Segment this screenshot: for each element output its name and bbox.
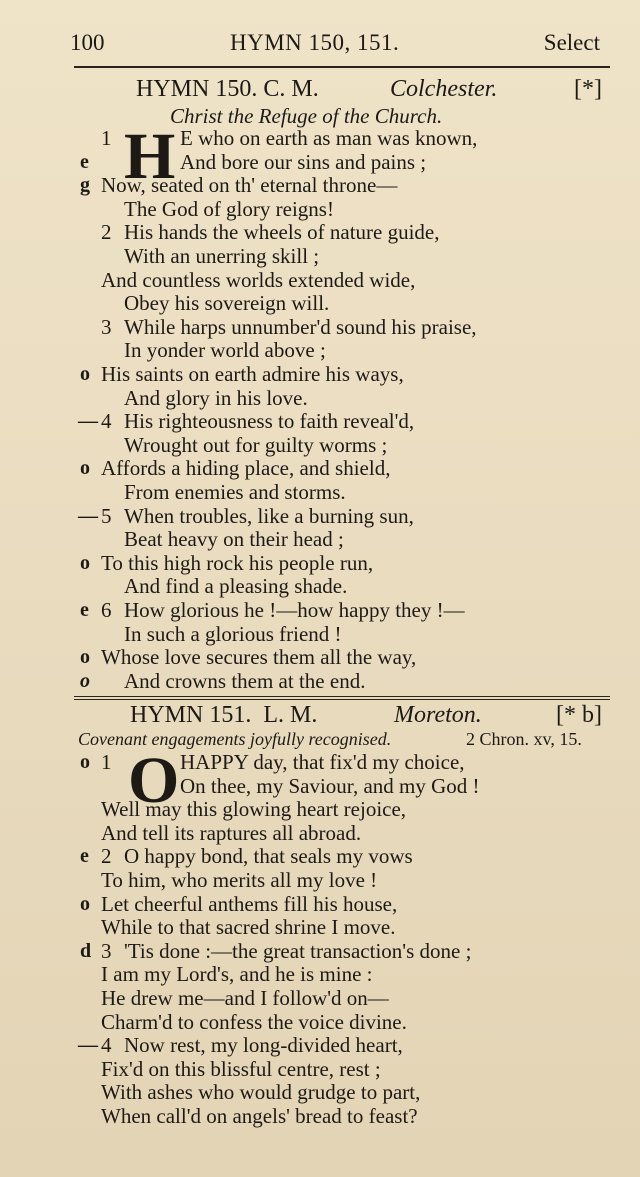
header-rule [74,66,610,68]
verse-line: When troubles, like a burning sun, [124,503,414,528]
verse-number: 1 [101,750,112,774]
verse-line: With ashes who would grudge to part, [101,1080,421,1105]
verse-line: And crowns them at the end. [124,668,366,693]
verse-line: Fix'd on this blissful centre, rest ; [101,1056,381,1081]
verse-line: In such a glorious friend ! [124,621,342,646]
hymn-151-mark: [* b] [556,702,602,728]
verse-line: On thee, my Saviour, and my God ! [180,773,480,798]
verse-line: And find a pleasing shade. [124,574,348,599]
dynamic-mark: o [80,457,90,480]
verse-line: Now, seated on th' eternal throne— [101,173,398,198]
verse-line: Let cheerful anthems fill his house, [101,891,398,916]
verse-line: And countless worlds extended wide, [101,267,416,292]
verse-line: And bore our sins and pains ; [180,149,427,174]
verse-line: To him, who merits all my love ! [101,868,378,892]
hymn-150-subtitle: Christ the Refuge of the Church. [170,104,443,128]
verse-number: 1 [101,126,112,150]
verse-number: 5 [101,503,112,528]
hymn-150-mark: [*] [574,76,602,102]
verse-number: 3 [101,938,112,963]
section-rule [74,696,610,697]
scripture-reference: 2 Chron. xv, 15. [466,729,582,749]
verse-line: How glorious he !—how happy they !— [124,598,465,622]
verse-line: E who on earth as man was known, [180,126,478,150]
dynamic-mark: — [78,504,98,527]
dynamic-mark: o [80,892,90,915]
running-section: Select [543,30,600,55]
verse-number: 4 [101,1033,112,1058]
verse-number: 6 [101,598,112,622]
hymn-151-meter: L. M. [263,702,318,728]
verse-line: 'Tis done :—the great transaction's done ; [124,938,472,963]
verse-line: His saints on earth admire his ways, [101,362,404,386]
verse-number: 2 [101,844,112,869]
verse-line: Whose love secures them all the way, [101,645,417,670]
running-title: HYMN 150, 151. [230,30,400,55]
verse-line: With an unerring skill ; [124,244,320,268]
verse-line: Now rest, my long-divided heart, [124,1033,403,1058]
hymn-150-tune: Colchester. [390,76,498,102]
hymn-151-dropcap: O [128,744,180,817]
running-head [70,30,600,64]
verse-line: The God of glory reigns! [124,196,334,221]
verse-line: And tell its raptures all abroad. [101,820,362,845]
dynamic-mark: d [80,939,92,962]
verse-line: In yonder world above ; [124,338,326,363]
hymn-150-number: HYMN 150. [136,76,258,102]
dynamic-mark: e [80,599,89,621]
dynamic-mark: o [80,646,90,669]
verse-number: 2 [101,220,112,245]
dynamic-mark: o [80,669,90,692]
verse-line: When call'd on angels' bread to feast? [101,1104,418,1128]
verse-line: His hands the wheels of nature guide, [124,220,440,245]
dynamic-mark: — [78,410,98,433]
dynamic-mark: o [80,551,90,574]
verse-line: Obey his sovereign will. [124,291,330,316]
hymn-150-dropcap: H [124,120,176,193]
dynamic-mark: o [80,751,90,773]
verse-number: 3 [101,314,112,339]
verse-line: I am my Lord's, and he is mine : [101,962,373,987]
hymn-150-meter: C. M. [263,76,319,102]
dynamic-mark: g [80,174,90,197]
verse-line: From enemies and storms. [124,480,346,504]
verse-line: To this high rock his people run, [101,550,374,575]
hymn-151-number: HYMN 151. [130,702,252,728]
verse-number: 4 [101,409,112,434]
hymn-151-subtitle: Covenant engagements joyfully recognised. [78,729,392,749]
verse-line: Wrought out for guilty worms ; [124,432,388,457]
dynamic-mark: o [80,363,90,385]
verse-line: O happy bond, that seals my vows [124,844,413,869]
dynamic-mark: — [78,1034,98,1057]
verse-line: HAPPY day, that fix'd my choice, [180,750,465,774]
verse-line: While to that sacred shrine I move. [101,915,396,940]
dynamic-mark: e [80,845,89,868]
verse-line: While harps unnumber'd sound his praise, [124,314,477,339]
verse-line: He drew me—and I follow'd on— [101,986,389,1010]
hymn-151-tune: Moreton. [394,702,482,728]
dynamic-mark: e [80,150,89,173]
verse-line: Well may this glowing heart rejoice, [101,797,407,822]
verse-line: His righteousness to faith reveal'd, [124,409,415,434]
verse-line: And glory in his love. [124,385,308,410]
verse-line: Charm'd to confess the voice divine. [101,1009,407,1034]
verse-line: Beat heavy on their head ; [124,527,344,552]
page-number: 100 [70,30,105,55]
verse-line: Affords a hiding place, and shield, [101,456,391,481]
